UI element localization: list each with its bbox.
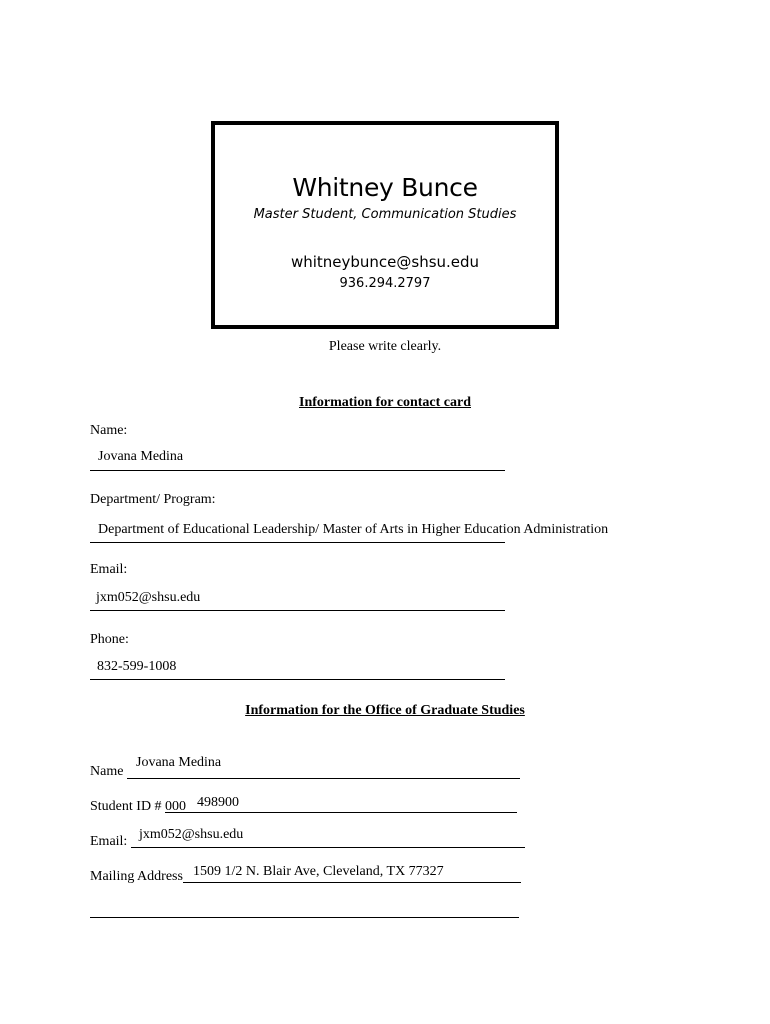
contact-name-label: Name: <box>90 423 128 438</box>
card-email: whitneybunce@shsu.edu <box>290 253 480 271</box>
contact-phone-line <box>90 679 505 680</box>
grad-email-label: Email: <box>90 834 128 849</box>
grad-student-id-field[interactable]: 498900 <box>197 795 239 810</box>
grad-student-id-label: Student ID # 000 <box>90 799 187 814</box>
contact-dept-field[interactable]: Department of Educational Leadership/ Master of Arts in Higher Education Administration <box>98 522 609 537</box>
grad-name-line <box>127 778 520 779</box>
contact-dept-line <box>90 542 505 543</box>
grad-email-line <box>131 847 525 848</box>
grad-section-heading: Information for the Office of Graduate Studies <box>245 703 525 718</box>
contact-dept-label: Department/ Program: <box>90 492 216 507</box>
grad-mailing-label: Mailing Address <box>90 869 183 884</box>
card-phone: 936.294.2797 <box>339 276 431 291</box>
grad-mailing-line-2[interactable] <box>90 917 519 918</box>
contact-phone-field[interactable]: 832-599-1008 <box>97 659 177 674</box>
grad-email-field[interactable]: jxm052@shsu.edu <box>139 827 244 842</box>
contact-email-label: Email: <box>90 562 128 577</box>
grad-name-label: Name <box>90 764 124 779</box>
grad-student-id-line <box>165 812 517 813</box>
contact-section-heading: Information for contact card <box>299 395 471 410</box>
contact-name-line <box>90 470 505 471</box>
contact-name-field[interactable]: Jovana Medina <box>98 449 184 464</box>
contact-email-line <box>90 610 505 611</box>
grad-mailing-field[interactable]: 1509 1/2 N. Blair Ave, Cleveland, TX 77327 <box>193 864 444 879</box>
business-card <box>211 121 559 329</box>
grad-name-field[interactable]: Jovana Medina <box>136 755 222 770</box>
grad-mailing-line <box>183 882 521 883</box>
contact-email-field[interactable]: jxm052@shsu.edu <box>96 590 201 605</box>
instruction-text: Please write clearly. <box>328 339 442 354</box>
card-name: Whitney Bunce <box>292 173 478 202</box>
card-role: Master Student, Communication Studies <box>253 207 517 222</box>
contact-phone-label: Phone: <box>90 632 129 647</box>
